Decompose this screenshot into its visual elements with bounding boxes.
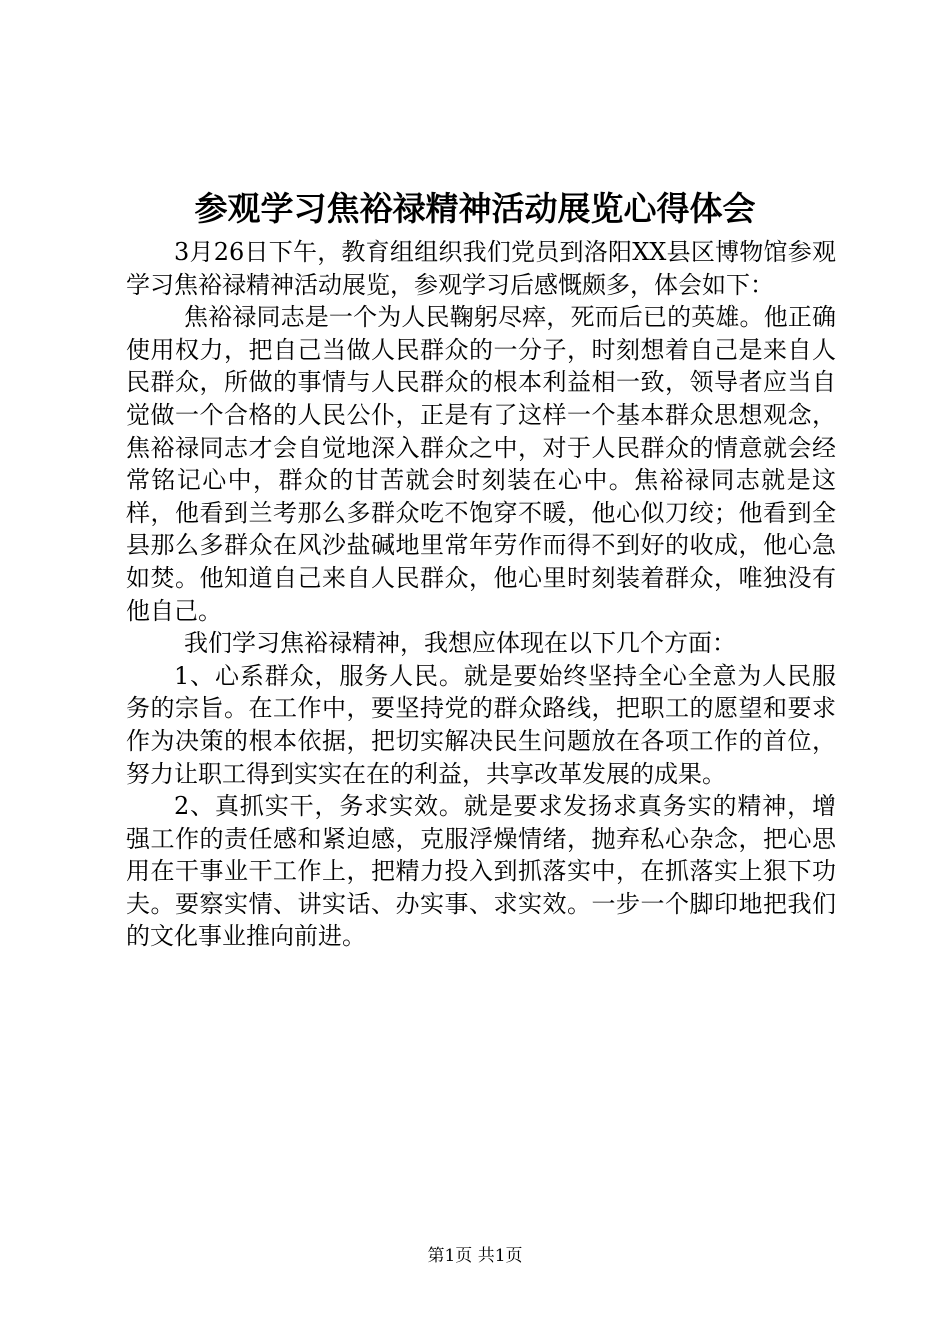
document-body bbox=[126, 236, 836, 953]
paragraph-intro: 3月26日下午，教育组组织我们党员到洛阳XX县区博物馆参观学习焦裕禄精神活动展览，参观学习后感慨颇多，体会如下： bbox=[126, 238, 836, 299]
page-footer: 第1页 共1页 bbox=[427, 1246, 523, 1266]
paragraph-point-2: 2、真抓实干，务求实效。就是要求发扬求真务实的精神，增强工作的责任感和紧迫感，克服浮燥情绪，抛弃私心杂念，把心思用在干事业干工作上，把精力投入到抓落实中，在抓落实上狠下功夫。要察实情、讲实话、办实事、求实效。一步一个脚印地把我们的文化事业推向前进。 bbox=[126, 792, 836, 951]
paragraph-jiao-yulu: 焦裕禄同志是一个为人民鞠躬尽瘁，死而后已的英雄。他正确使用权力，把自己当做人民群众的一分子，时刻想着自己是来自人民群众，所做的事情与人民群众的根本利益相一致，领导者应当自觉做一个合格的人民公仆，正是有了这样一个基本群众思想观念，焦裕禄同志才会自觉地深入群众之中，对于人民群众的情意就会经常铭记心中，群众的甘苦就会时刻装在心中。焦裕禄同志就是这样，他看到兰考那么多群众吃不饱穿不暖，他心似刀绞；他看到全县那么多群众在风沙盐碱地里常年劳作而得不到好的收成，他心急如焚。他知道自己来自人民群众，他心里时刻装着群众，唯独没有他自己。 bbox=[126, 303, 836, 625]
document-title: 参观学习焦裕禄精神活动展览心得体会 bbox=[194, 189, 756, 228]
paragraph-point-1: 1、心系群众，服务人民。就是要始终坚持全心全意为人民服务的宗旨。在工作中，要坚持党的群众路线，把职工的愿望和要求作为决策的根本依据，把切实解决民生问题放在各项工作的首位，努力让职工得到实实在在的利益，共享改革发展的成果。 bbox=[126, 661, 836, 788]
paragraph-aspects-intro: 我们学习焦裕禄精神，我想应体现在以下几个方面： bbox=[184, 629, 736, 658]
